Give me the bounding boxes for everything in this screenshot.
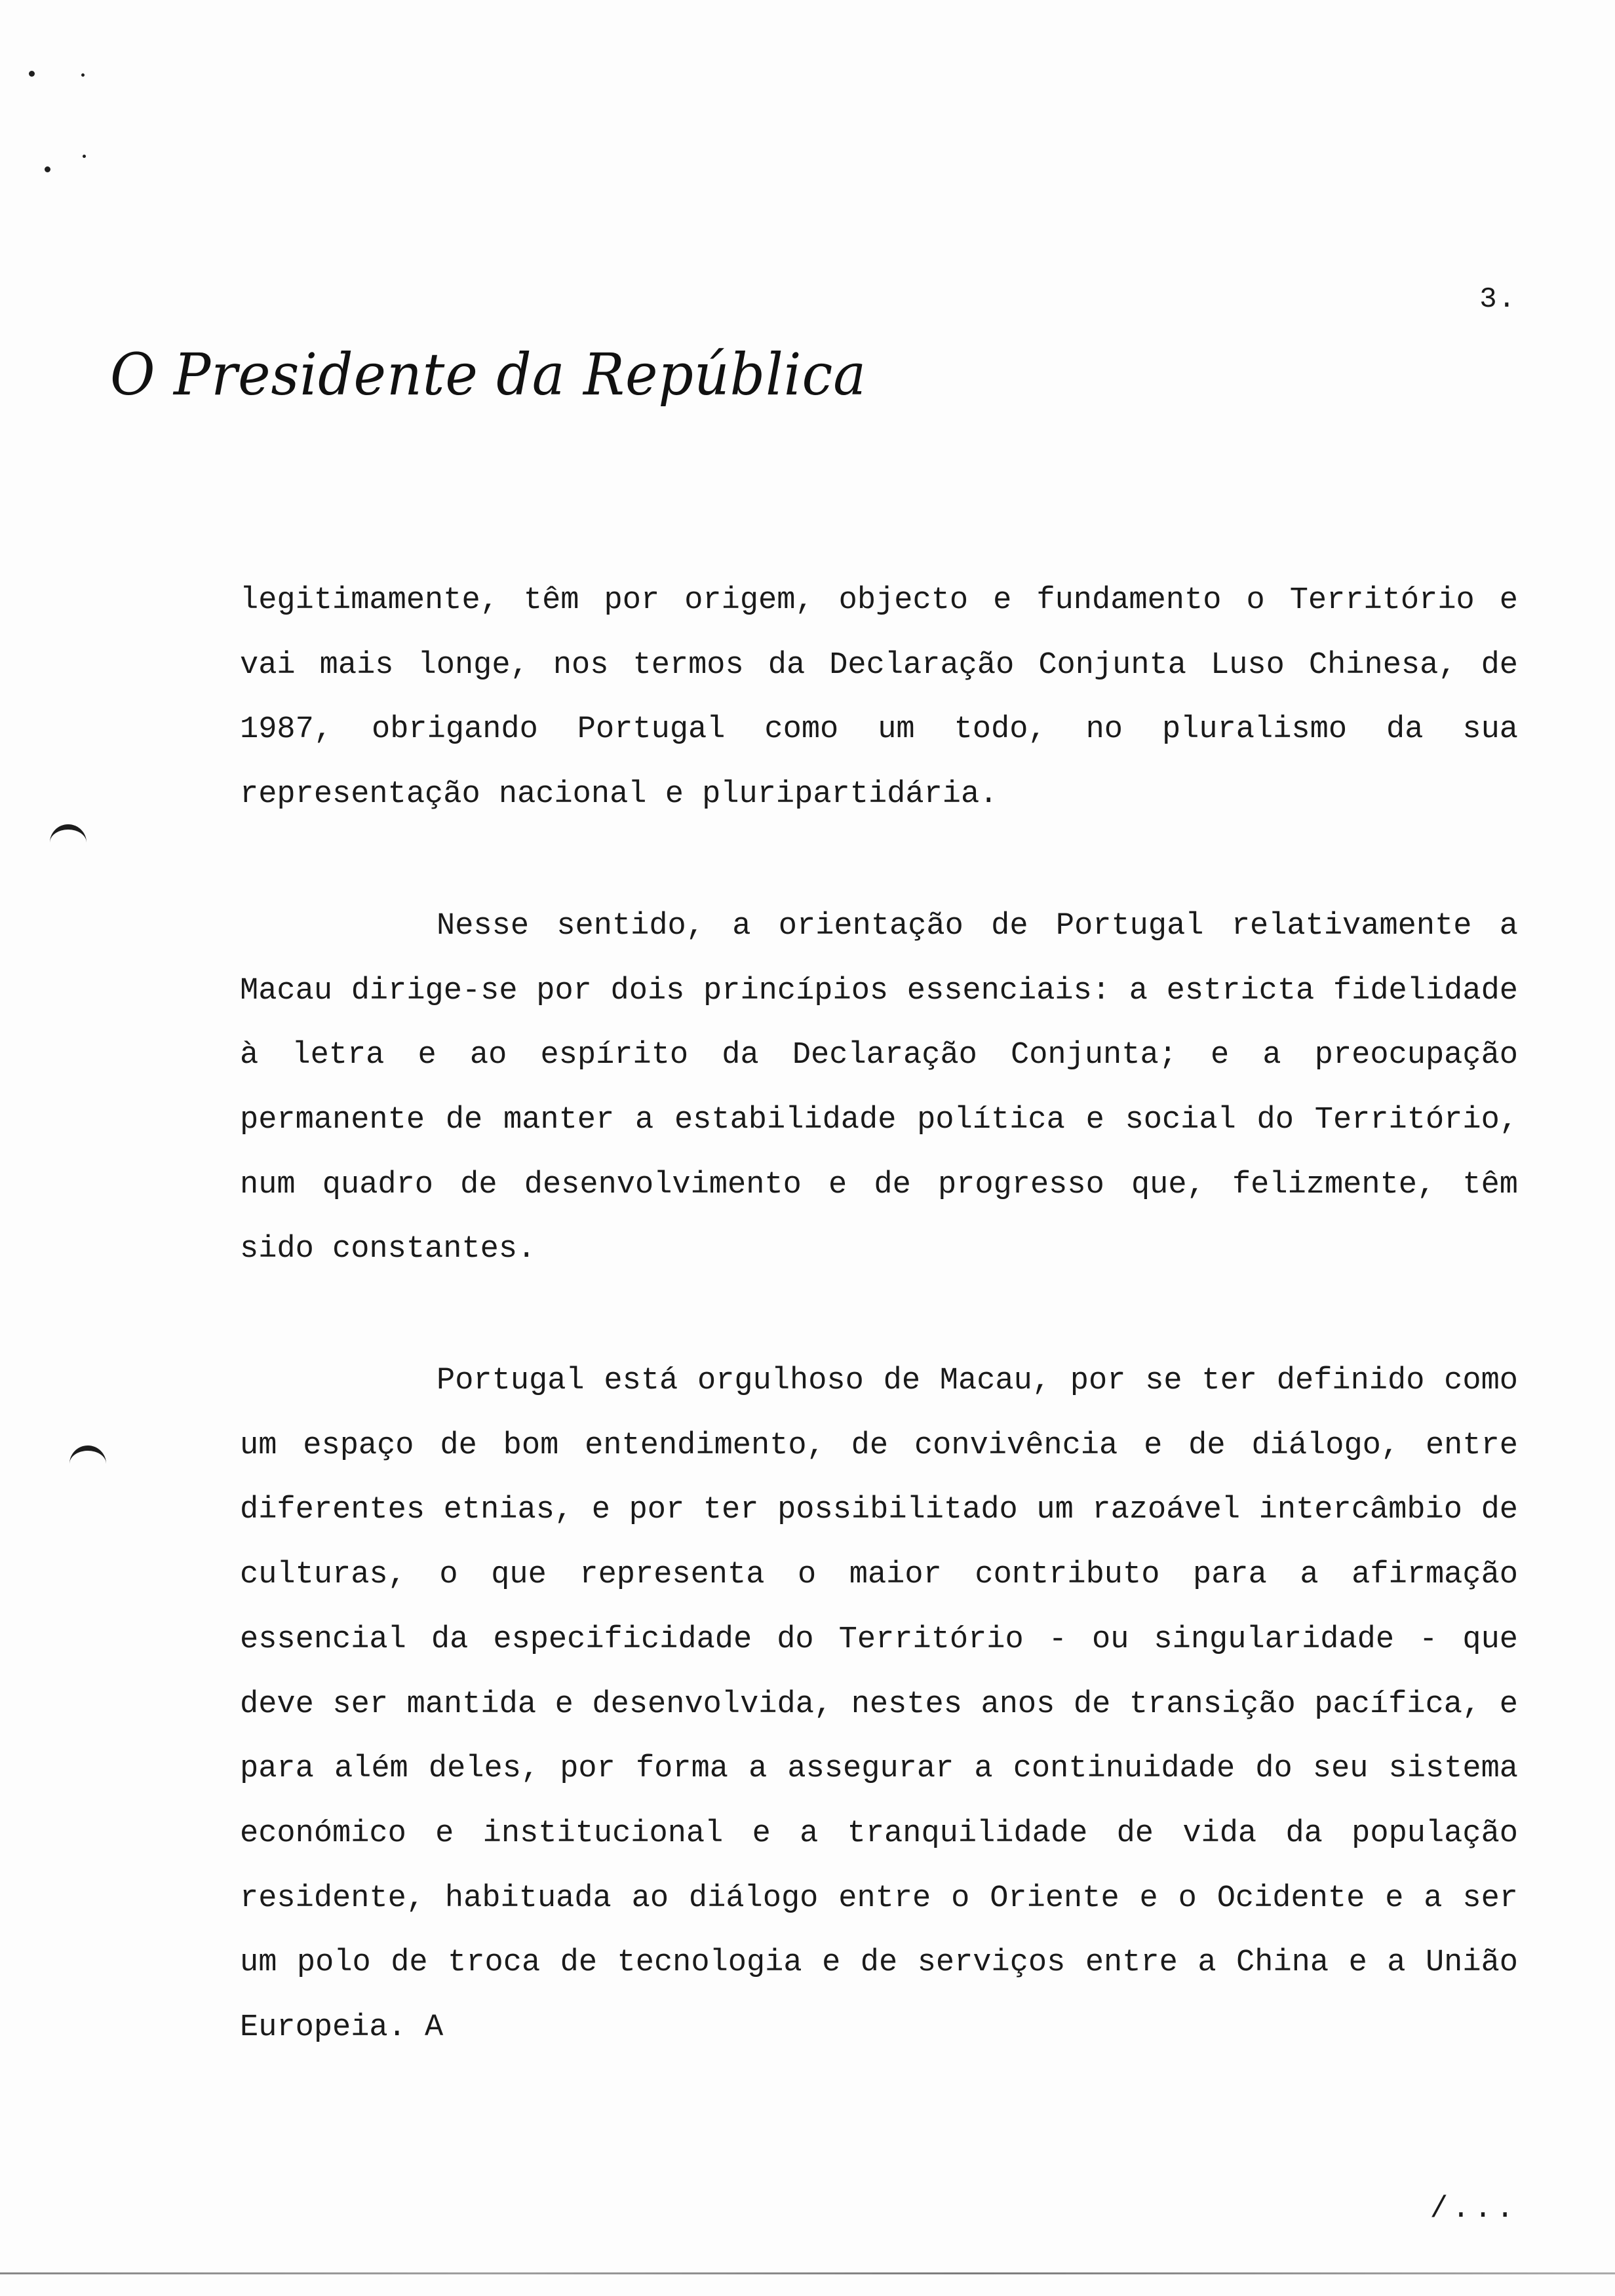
letterhead-title: O Presidente da República [110, 341, 867, 408]
punch-hole-mark [50, 824, 87, 847]
scan-dot [83, 155, 86, 158]
page-number: 3. [1479, 283, 1517, 316]
letter-body [240, 569, 1518, 2128]
scan-dot [29, 71, 35, 77]
scan-dot [81, 73, 85, 77]
paragraph-continued: legitimamente, têm por origem, objecto e fundamento o Território e vai mais longe, nos termos da Declaração Conjunta Luso Chinesa, de 1987, obrigando Portugal como um todo, no pluralismo da sua representação nacional e pluripartidária. [240, 583, 1518, 813]
scan-dot [45, 166, 50, 172]
scan-edge-line [0, 2272, 1615, 2274]
paragraph: Nesse sentido, a orientação de Portugal relativamente a Macau dirige-se por dois princípios essenciais: a estricta fidelidade à letra e ao espírito da Declaração Conjunta; e a preocupação permanente de manter a estabilidade política e social do Território, num quadro de desenvolvimento e de progresso que, felizmente, têm sido constantes. [240, 908, 1518, 1267]
continuation-marker: /... [1430, 2192, 1518, 2226]
paragraph: Portugal está orgulhoso de Macau, por se ter definido como um espaço de bom entendimento, de convivência e de diálogo, entre diferentes etnias, e por ter possibilitado um razoável intercâmbio de culturas, o que representa o maior contributo para a afirmação essencial da especificidade do Território - ou singularidade - que deve ser mantida e desenvolvida, nestes anos de transição pacífica, e para além deles, por forma a assegurar a continuidade do seu sistema económico e institucional e a tranquilidade de vida da população residente, habituada ao diálogo entre o Oriente e o Ocidente e a ser um polo de troca de tecnologia e de serviços entre a China e a União Europeia. A [240, 1364, 1518, 2046]
punch-hole-mark [69, 1445, 106, 1468]
